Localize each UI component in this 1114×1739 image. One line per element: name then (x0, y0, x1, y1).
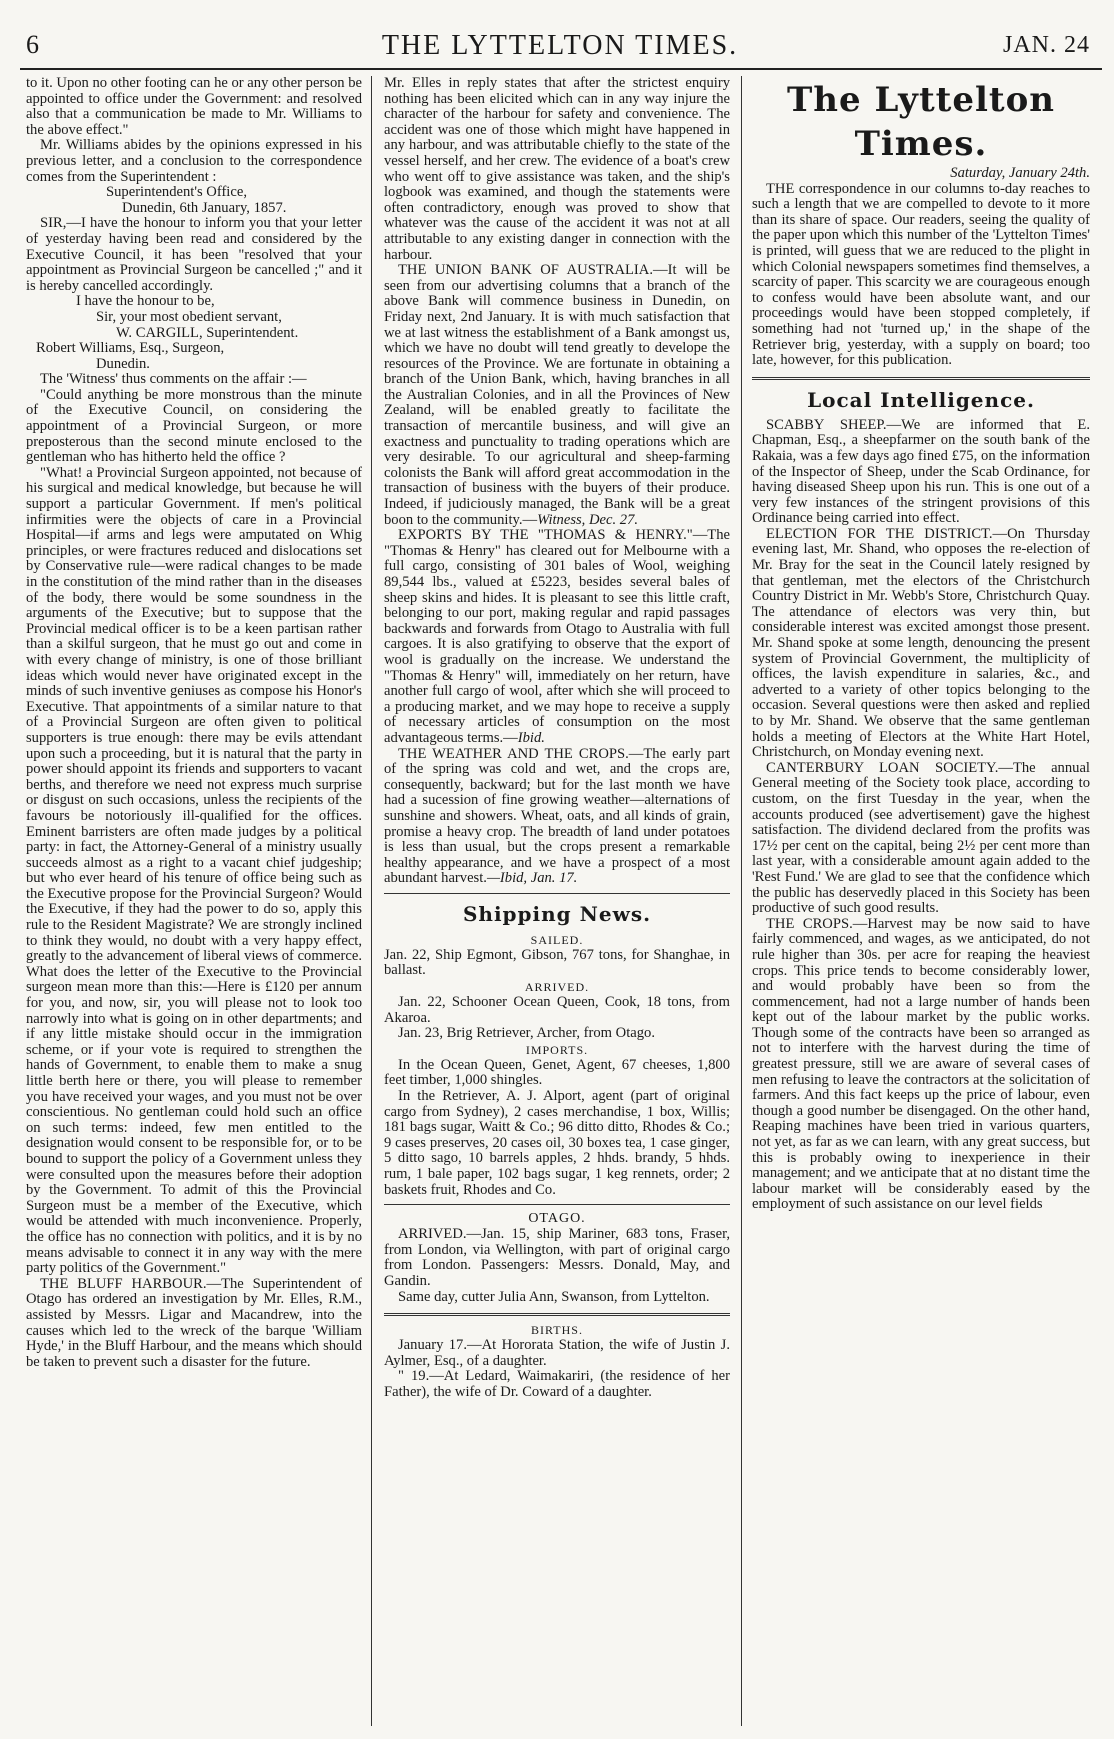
article-paragraph: The 'Witness' thus comments on the affair :— (40, 371, 307, 388)
birth-notice: " 19.—At Ledard, Waimakariri, (the residence of her Father), the wife of Dr. Coward of a daughter. (384, 1368, 730, 1400)
article-paragraph: SCABBY SHEEP.—We are informed that E. Chapman, Esq., a sheepfarmer on the south bank of the Rakaia, was a few days ago fined £75, on the information of the Inspector of Sheep, under the Scab Ordinance, for having diseased Sheep upon his run. This is one out of a very few instances of the stringent provisions of this Ordinance being carried into effect. (752, 416, 1090, 527)
column-2 (384, 76, 730, 1726)
section-heading: EXPORTS BY THE "THOMAS & HENRY." (398, 527, 693, 544)
subheading-births: BIRTHS. (531, 1323, 583, 1338)
shipping-entry: In the Ocean Queen, Genet, Agent, 67 cheeses, 1,800 feet timber, 1,000 shingles. (384, 1056, 730, 1089)
letter-recipient: Dunedin. (96, 355, 150, 372)
masthead (20, 30, 1100, 70)
article-paragraph: EXPORTS BY THE "THOMAS & HENRY."—The "Thomas & Henry" has cleared out for Melbourne with a full cargo, consisting of 301 bales of Wool, weighing 89,544 lbs., valued at £5223, besides several bales of sheep skins and hides. It is pleasant to see this little craft, belonging to our port, making regular and rapid passages backwards and forwards from Otago to Australia with full cargoes. It is also gratifying to observe that the export of wool is gradually on the increase. We understand the "Thomas & Henry" will, immediately on her return, have another full cargo of wool, after which she will proceed to a producing market, and we may hope to receive a supply of necessary articles of consumption on the most advantageous terms.—Ibid. (384, 527, 730, 746)
section-divider (384, 1204, 730, 1205)
article-paragraph: THE WEATHER AND THE CROPS.—The early part of the spring was cold and wet, and the crops are, consequently, backward; but for the last month we have had a sucession of fine growing weather—alternations of sunshine and showers. Wheat, oats, and all kinds of grain, promise a heavy crop. The breadth of land under potatoes is less than usual, but the crops present a remarkable healthy appearance, and we have a prospect of a most abundant harvest.—Ibid, Jan. 17. (384, 745, 730, 887)
article-paragraph: THE BLUFF HARBOUR.—The Superintendent of Otago has ordered an investigation by Mr. Elles, R.M., assisted by Messrs. Ligar and Macandrew, into the causes which led to the wreck of the barque 'William Hyde,' in the Bluff Harbour, and the means which should be taken to prevent such a disaster for the future. (26, 1275, 362, 1370)
column-divider (371, 76, 372, 1726)
letter-recipient: Robert Williams, Esq., Surgeon, (36, 340, 225, 357)
article-paragraph: ELECTION FOR THE DISTRICT.—On Thursday evening last, Mr. Shand, who opposes the re-election of Mr. Bray for the seat in the Council lately resigned by that gentleman, met the electors of the Christchurch Country District in Mr. Webb's Store, Christchurch Quay. The attendance of electors was very thin, but considerable interest was excited amongst those present. Mr. Shand spoke at some length, denouncing the present system of Provincial Government, the multiplicity of offices, the lavish expenditure in salaries, &c., and adverted to a variety of other topics belonging to the occasion. Several questions were then asked and replied to by Mr. Shand. We observe that the same gentleman holds a meeting of Electors at the White Hart Hotel, Christchurch, on Monday evening next. (752, 525, 1090, 761)
article-paragraph: to it. Upon no other footing can he or any other person be appointed to office under the Government: and resolved also that a communication be made to Mr. Williams to the above effect." (26, 76, 362, 138)
shipping-entry: Jan. 22, Schooner Ocean Queen, Cook, 18 tons, from Akaroa. (384, 994, 730, 1026)
source-citation: Ibid. (517, 729, 545, 746)
article-paragraph: Mr. Elles in reply states that after the strictest enquiry nothing has been elicited which can in any way injure the character of the harbour for safety and convenience. The accident was one of those which might have happened in any harbour, and was attributable chiefly to the state of the vessel herself, and her crew. The evidence of a boat's crew who went off to give assistance was taken, and the ship's logbook was examined, and though the statements were often contradictory, enough was proved to show that whatever was the cause of the accident it was not at all attributable to any existing danger in connection with the harbour. (384, 76, 730, 263)
shipping-entry: Jan. 22, Ship Egmont, Gibson, 767 tons, for Shanghae, in ballast. (384, 946, 730, 979)
column-3 (752, 76, 1090, 1726)
birth-notice: January 17.—At Hororata Station, the wife of Justin J. Aylmer, Esq., of a daughter. (384, 1337, 730, 1369)
subheading-sailed: SAILED. (530, 932, 584, 947)
section-heading: THE WEATHER AND THE CROPS. (398, 745, 629, 762)
paper-name: THE LYTTELTON TIMES. (381, 30, 739, 61)
page-number: 6 (26, 30, 39, 59)
subheading-imports: IMPORTS. (525, 1042, 589, 1057)
shipping-entry: ARRIVED.—Jan. 15, ship Mariner, 683 tons, Fraser, from London, via Wellington, with part of original cargo from London. Passengers: Messrs. Donald, May, and Gandin. (384, 1226, 730, 1289)
section-heading: THE BLUFF HARBOUR. (40, 1275, 207, 1292)
section-divider (752, 377, 1090, 380)
column-1 (26, 76, 362, 1726)
letter-signature: W. CARGILL, Superintendent. (116, 324, 299, 341)
subheading-otago: OTAGO. (528, 1211, 586, 1227)
section-divider (384, 1313, 730, 1316)
source-citation: —Ibid, Jan. 17. (486, 870, 578, 887)
section-heading: SCABBY SHEEP. (766, 416, 887, 433)
letter-address: Dunedin, 6th January, 1857. (122, 199, 287, 216)
letter-address: Superintendent's Office, (106, 184, 247, 201)
article-paragraph: THE UNION BANK OF AUSTRALIA.—It will be seen from our advertising columns that a branch of the above Bank will commence business in Dunedin, on Friday next, 2nd January. It is with much satisfaction that we at last witness the establishment of a Bank amongst us, which we have no doubt will tend greatly to develope the resources of the Province. We are fortunate in obtaining a branch of the Union Bank, which, having branches in all the Australian Colonies, and in all the Provinces of New Zealand, will be enabled greatly to facilitate the transaction of mercantile business, and will give an exactness and punctuality to trading operations which are very desirable. To our agricultural and sheep-farming colonists the Bank will afford great accommodation in the transaction of business with the buyers of their produce. Indeed, if judiciously managed, the Bank will be a great boon to the community.—Witness, Dec. 27. (384, 262, 730, 528)
section-heading: ELECTION FOR THE DISTRICT. (766, 525, 993, 542)
letter-signoff: I have the honour to be, (76, 293, 215, 310)
subheading-arrived: ARRIVED. (524, 980, 590, 995)
source-citation: Witness, Dec. 27. (537, 511, 639, 528)
shipping-entry: Jan. 23, Brig Retriever, Archer, from Otago. (398, 1025, 655, 1042)
shipping-entry: Same day, cutter Julia Ann, Swanson, from Lyttelton. (398, 1288, 710, 1305)
article-paragraph: THE CROPS.—Harvest may be now said to have fairly commenced, and wages, as we anticipated, do not rule higher than 30s. per acre for reaping the heaviest crops. This price tends to become considerably lower, and would probably have been so from the commencement, had not a large number of hands been kept out of the labour market by the public works. Though some of the contracts have been so arranged as not to interfere with the harvest during the time of greatest pressure, still we are aware of several cases of men refusing to leave the contractors at the solicitation of farmers. And this fact keeps up the price of labour, even though a good number be disengaged. On the other hand, Reaping machines have been tried in various quarters, not yet, as far as we can learn, with any great success, but this is probably owing to inexperience in their management; and we anticipate that at no distant time the labour market will be considerably eased by the employment of such assistance on our level fields (752, 915, 1090, 1213)
editorial-title: The Lyttelton Times. (787, 80, 1055, 164)
issue-date: JAN. 24 (1002, 32, 1090, 58)
local-intelligence-title: Local Intelligence. (807, 387, 1035, 412)
shipping-news-title: Shipping News. (462, 901, 652, 926)
editorial-dateline: Saturday, January 24th. (950, 165, 1090, 181)
section-heading: ARRIVED. (398, 1226, 467, 1243)
article-paragraph: Mr. Williams abides by the opinions expressed in his previous letter, and a conclusion to the correspondence comes from the Superintendent : (26, 137, 362, 185)
section-heading: THE CROPS. (766, 915, 853, 932)
article-paragraph: CANTERBURY LOAN SOCIETY.—The annual General meeting of the Society took place, according to custom, on the first Tuesday in the year, when the accounts produced (see advertisement) gave the highest satisfaction. The dividend declared from the profits was 17½ per cent on the capital, being 2½ per cent more than last year, with a considerable amount again added to the 'Rest Fund.' We are glad to see that the confidence which the public has deservedly placed in this Society has been productive of such good results. (752, 759, 1090, 917)
section-heading: CANTERBURY LOAN SOCIETY. (766, 759, 999, 776)
letter-signoff: Sir, your most obedient servant, (96, 308, 282, 325)
shipping-entry: In the Retriever, A. J. Alport, agent (part of original cargo from Sydney), 2 cases merchandise, 1 box, Willis; 181 bags sugar, Waitt & Co.; 96 ditto ditto, Rhodes & Co.; 9 cases preserves, 20 cases oil, 30 boxes tea, 1 case ginger, 5 ditto sago, 10 barrels apples, 2 hhds. brandy, 5 hhds. rum, 1 bale paper, 102 bags sugar, 1 keg rennets, order; 2 baskets fruit, Rhodes and Co. (384, 1088, 730, 1198)
quoted-paragraph: "Could anything be more monstrous than the minute of the Executive Council, on considering the appointment of a Provincial Surgeon, or more preposterous than the second minute enclosed to the gentleman who has hitherto held the office ? (26, 386, 362, 466)
masthead-rule (20, 68, 1102, 70)
editorial-paragraph: THE correspondence in our columns to-day reaches to such a length that we are compelled to devote to it more than its share of space. Our readers, seeing the quality of the paper upon which this number of the 'Lyttelton Times' is printed, will guess that we are reduced to the plight in which Colonial newspapers sometimes find themselves, a scarcity of paper. This scarcity we are courageous enough to confess would have been absolute want, and our proceedings would have been stopped completely, if something had not 'turned up,' in the shape of the Retriever brig, yesterday, with a supply on board; too late, however, for this publication. (752, 180, 1090, 369)
section-heading: THE UNION BANK OF AUSTRALIA. (398, 262, 653, 279)
letter-body: SIR,—I have the honour to inform you that your letter of yesterday having been read and considered by the Executive Council, it has been "resolved that your appointment as Provincial Surgeon be cancelled ;" and it is hereby cancelled accordingly. (26, 215, 362, 294)
section-divider (384, 893, 730, 894)
column-divider (741, 76, 742, 1726)
quoted-paragraph: "What! a Provincial Surgeon appointed, not because of his surgical and medical knowledge, but because he will support a particular Government. If men's political infirmities were the objects of care in a Provincial Hospital—if arms and legs were amputated on Whig principles, or were fractures reduced and dislocations set by Conservative rule—were radical changes to be made in the constitution of the mind rather than in the diseases of the body, there would be some soundness in the arguments of the Executive; but to suppose that the Provincial medical officer is to be a keen partisan rather than a skilful surgeon, that he must go out and come in with every change of ministry, is one of those brilliant ideas which would never have originated except in the minds of such inventive geniuses as compose his Honor's Executive. That appointments of a similar nature to that of a Provincial Surgeon are often given to political supporters is true enough: there may be evils attendant upon such a proceeding, but it is natural that the party in power should appoint its friends and supporters to vacant berths, and therefore we need not express much surprise or disgust on such occasions, unless the recipients of the favours be notoriously ill-qualified for the offices. Eminent barristers are often made judges by a political party: in fact, the Attorney-General of a ministry usually succeeds almost as a right to a vacant chief judgeship; but who ever heard of his tenure of office being such as the Executive propose for the Provincial Surgeon? Would the Executive, if they had the power to do so, apply this rule to the Resident Magistrate? We are strongly inclined to think they would, no doubt with a very happy effect, greatly to the advancement of liberal views of commerce. What does the letter of the Executive to the Provincial surgeon mean more than this:—Here is £120 per annum for you, and now, sir, you will please not to look too narrowly into what is going on in other departments; and if any little mistake should occur in the immigration scheme, or if your vote is required to strengthen the hands of Government, to enable them to make a snug little berth here or there, you will please to remember you have received your wages, and you must not be over conscientious. No gentleman could hold such an office on such terms: indeed, few men entitled to the designation would consent to be responsible for, or to be bound to support the policy of a Government unless they were consulted upon the measures before their adoption by the Government. To admit of this the Provincial Surgeon must be a member of the Executive, which would be attended with much inconvenience. Properly, the office has no connection with politics, and it is by no means advisable to connect it in any way with the mere party politics of the Government." (26, 464, 362, 1277)
